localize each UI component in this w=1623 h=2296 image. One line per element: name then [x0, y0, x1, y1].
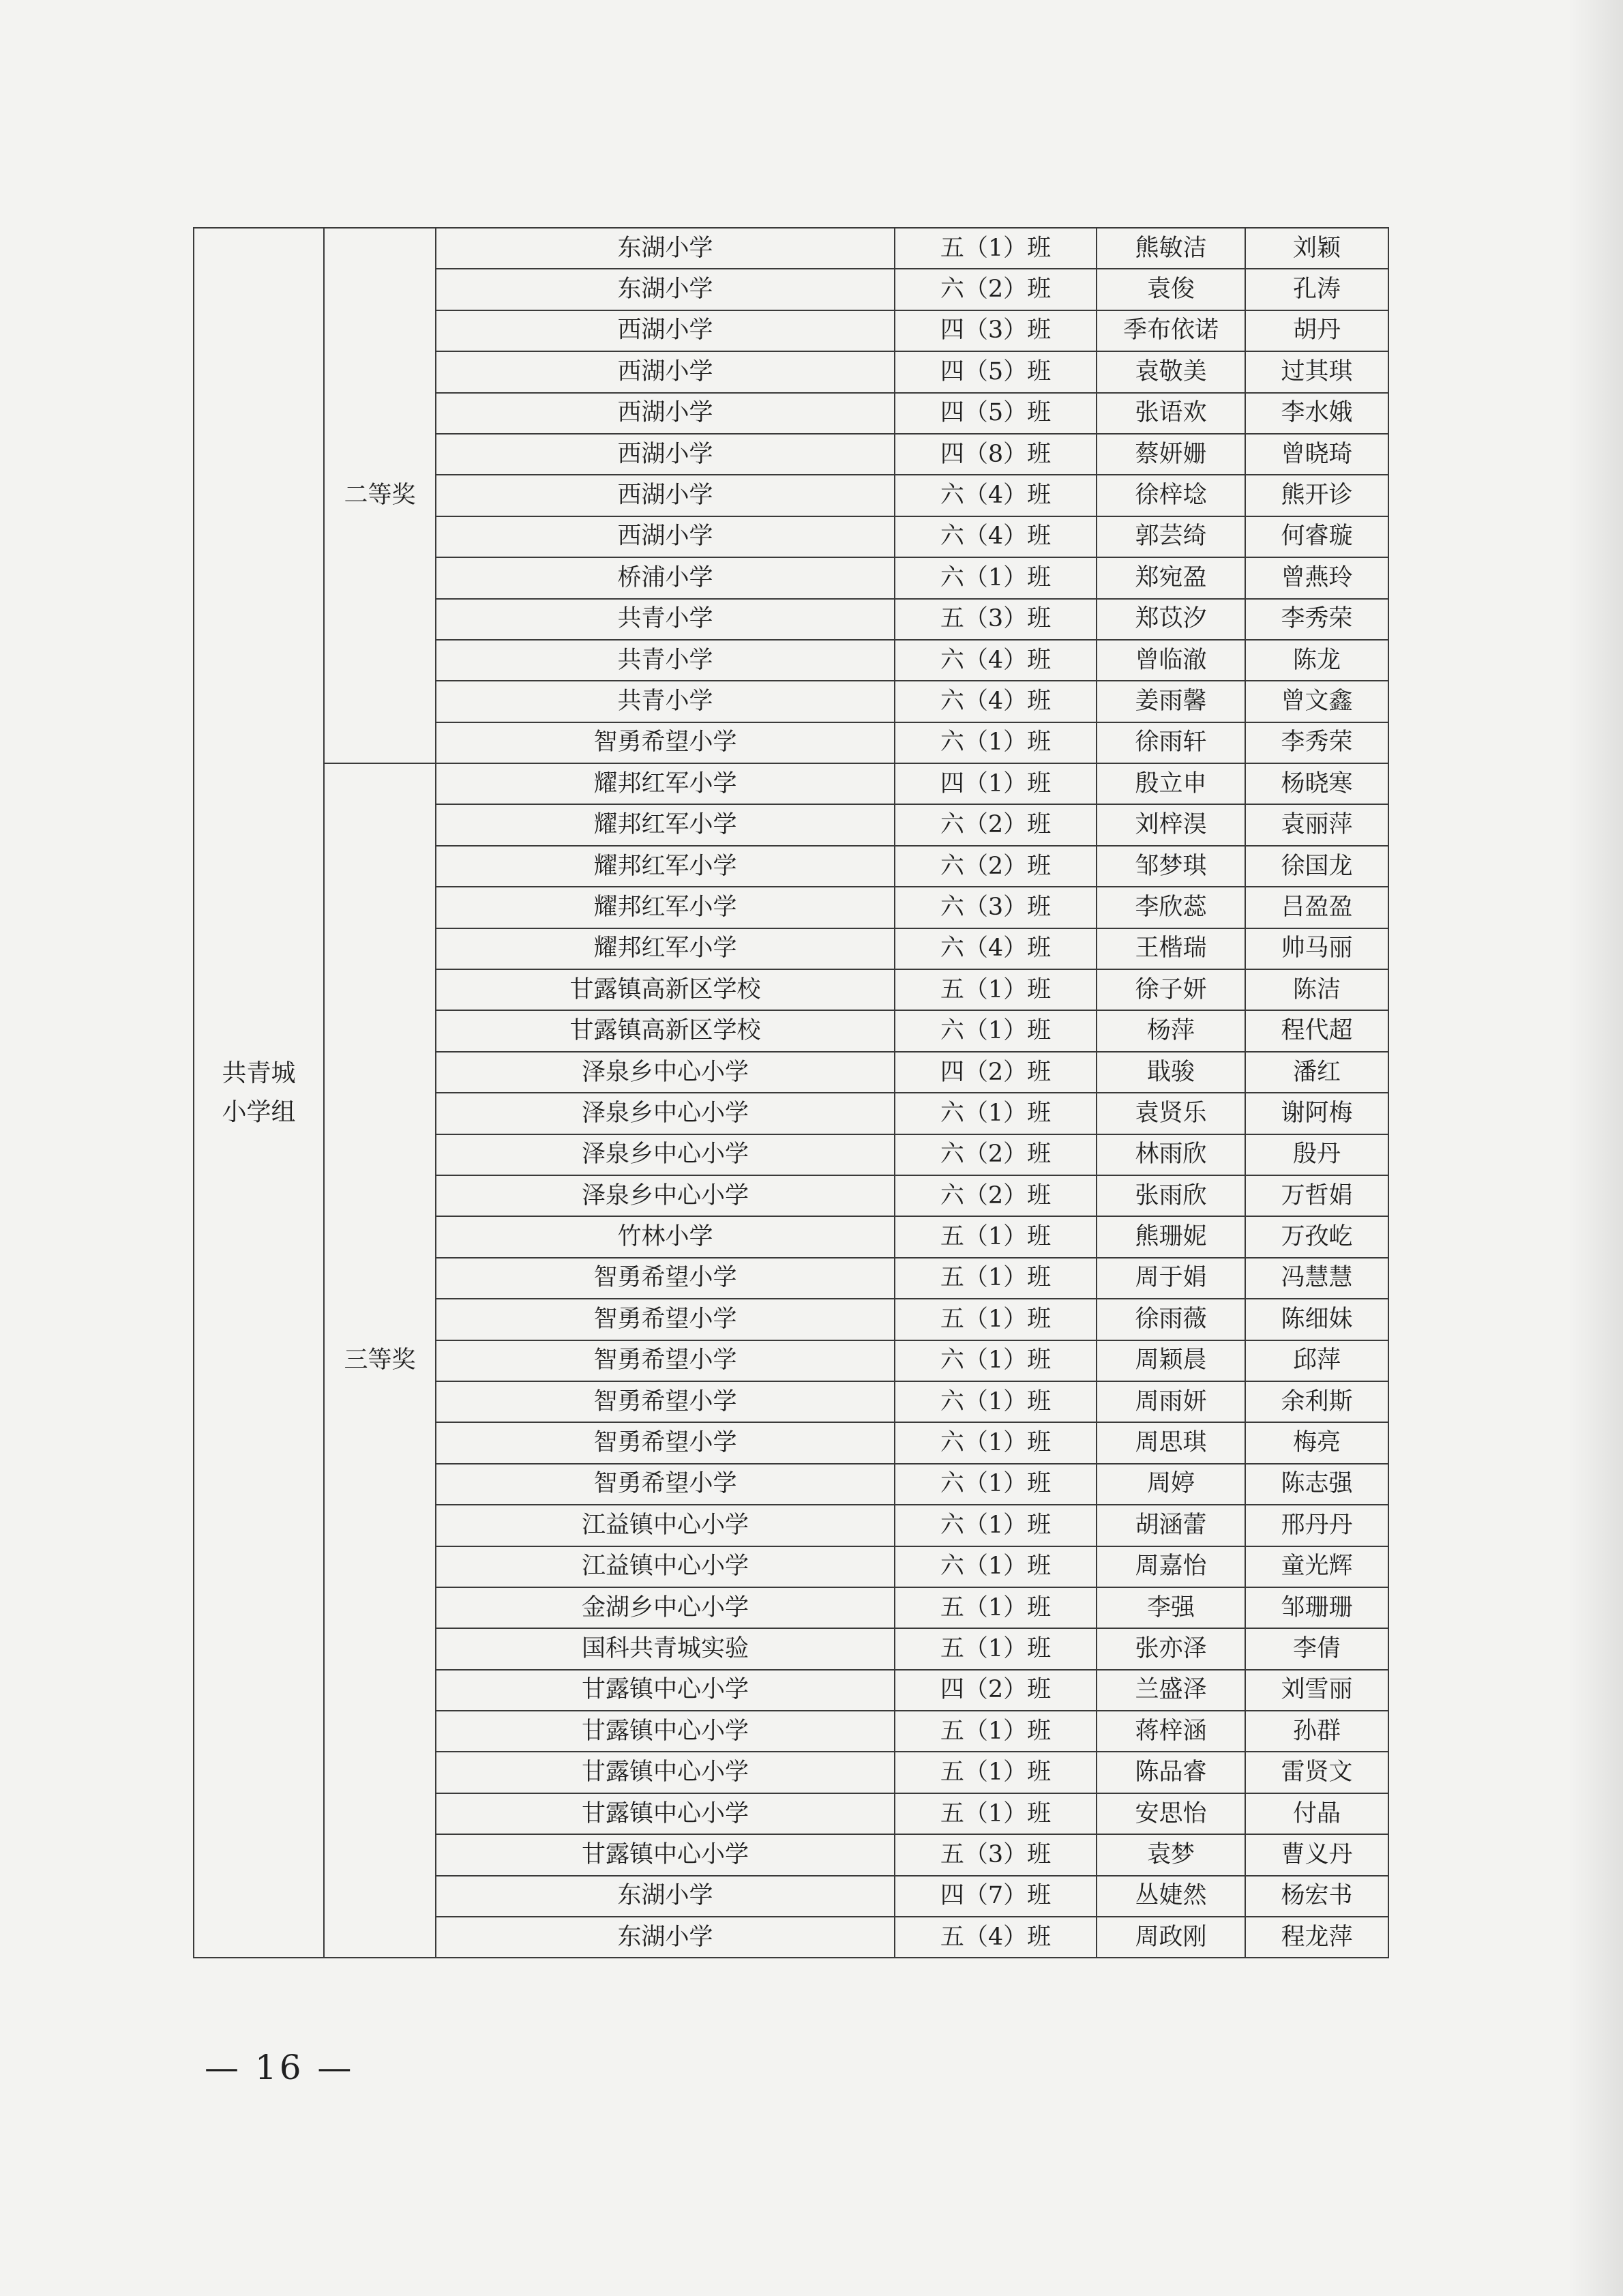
class-cell: 五（1）班	[895, 1628, 1097, 1669]
teacher-cell: 李秀荣	[1245, 599, 1388, 640]
teacher-cell: 冯慧慧	[1245, 1258, 1388, 1299]
table-row	[194, 763, 1388, 804]
school-cell: 智勇希望小学	[436, 722, 895, 763]
student-cell: 徐雨薇	[1097, 1299, 1245, 1340]
award-level-third: 三等奖	[324, 763, 436, 1958]
teacher-cell: 万哲娟	[1245, 1175, 1388, 1216]
student-cell: 蔡妍姗	[1097, 434, 1245, 475]
class-cell: 六（4）班	[895, 516, 1097, 557]
class-cell: 四（5）班	[895, 351, 1097, 392]
school-cell: 甘露镇中心小学	[436, 1711, 895, 1752]
teacher-cell: 何睿璇	[1245, 516, 1388, 557]
student-cell: 熊珊妮	[1097, 1216, 1245, 1257]
class-cell: 四（8）班	[895, 434, 1097, 475]
school-cell: 共青小学	[436, 640, 895, 681]
teacher-cell: 袁丽萍	[1245, 804, 1388, 845]
teacher-cell: 吕盈盈	[1245, 887, 1388, 928]
student-cell: 刘梓淏	[1097, 804, 1245, 845]
student-cell: 袁梦	[1097, 1834, 1245, 1875]
page-number: — 16 —	[205, 2048, 355, 2087]
class-cell: 六（4）班	[895, 681, 1097, 722]
class-cell: 六（1）班	[895, 1093, 1097, 1134]
class-cell: 五（1）班	[895, 228, 1097, 269]
class-cell: 五（1）班	[895, 1258, 1097, 1299]
teacher-cell: 陈细妹	[1245, 1299, 1388, 1340]
class-cell: 五（3）班	[895, 599, 1097, 640]
school-cell: 西湖小学	[436, 351, 895, 392]
class-cell: 六（1）班	[895, 1340, 1097, 1381]
class-cell: 六（1）班	[895, 1464, 1097, 1505]
student-cell: 殷立申	[1097, 763, 1245, 804]
student-cell: 徐梓埝	[1097, 475, 1245, 516]
school-cell: 泽泉乡中心小学	[436, 1052, 895, 1093]
class-cell: 五（1）班	[895, 1587, 1097, 1628]
class-cell: 五（3）班	[895, 1834, 1097, 1875]
class-cell: 五（1）班	[895, 969, 1097, 1010]
teacher-cell: 程龙萍	[1245, 1917, 1388, 1958]
student-cell: 李欣蕊	[1097, 887, 1245, 928]
school-cell: 西湖小学	[436, 516, 895, 557]
school-cell: 江益镇中心小学	[436, 1505, 895, 1546]
table-row	[194, 228, 1388, 269]
teacher-cell: 邹珊珊	[1245, 1587, 1388, 1628]
student-cell: 熊敏洁	[1097, 228, 1245, 269]
award-table-body	[194, 228, 1388, 1958]
page-edge-shadow	[1568, 0, 1623, 2296]
school-cell: 桥浦小学	[436, 557, 895, 598]
class-cell: 六（2）班	[895, 1134, 1097, 1175]
class-cell: 六（1）班	[895, 722, 1097, 763]
teacher-cell: 雷贤文	[1245, 1752, 1388, 1793]
class-cell: 六（1）班	[895, 1381, 1097, 1422]
class-cell: 六（2）班	[895, 269, 1097, 310]
teacher-cell: 李水娥	[1245, 393, 1388, 434]
group-cell: 共青城 小学组	[194, 228, 324, 1958]
student-cell: 周婷	[1097, 1464, 1245, 1505]
student-cell: 周颖晨	[1097, 1340, 1245, 1381]
student-cell: 安思怡	[1097, 1793, 1245, 1834]
school-cell: 江益镇中心小学	[436, 1546, 895, 1587]
student-cell: 蒋梓涵	[1097, 1711, 1245, 1752]
teacher-cell: 梅亮	[1245, 1422, 1388, 1463]
school-cell: 西湖小学	[436, 434, 895, 475]
class-cell: 五（1）班	[895, 1299, 1097, 1340]
class-cell: 五（1）班	[895, 1752, 1097, 1793]
student-cell: 郑苡汐	[1097, 599, 1245, 640]
student-cell: 袁敬美	[1097, 351, 1245, 392]
teacher-cell: 余利斯	[1245, 1381, 1388, 1422]
school-cell: 西湖小学	[436, 310, 895, 351]
teacher-cell: 孙群	[1245, 1711, 1388, 1752]
class-cell: 六（1）班	[895, 557, 1097, 598]
class-cell: 五（1）班	[895, 1711, 1097, 1752]
class-cell: 五（1）班	[895, 1216, 1097, 1257]
school-cell: 共青小学	[436, 599, 895, 640]
teacher-cell: 邢丹丹	[1245, 1505, 1388, 1546]
school-cell: 西湖小学	[436, 393, 895, 434]
teacher-cell: 童光辉	[1245, 1546, 1388, 1587]
teacher-cell: 程代超	[1245, 1010, 1388, 1051]
student-cell: 杨萍	[1097, 1010, 1245, 1051]
student-cell: 胡涵蕾	[1097, 1505, 1245, 1546]
school-cell: 甘露镇中心小学	[436, 1793, 895, 1834]
teacher-cell: 帅马丽	[1245, 928, 1388, 969]
school-cell: 耀邦红军小学	[436, 887, 895, 928]
class-cell: 六（2）班	[895, 846, 1097, 887]
class-cell: 六（2）班	[895, 804, 1097, 845]
class-cell: 四（2）班	[895, 1670, 1097, 1711]
student-cell: 周嘉怡	[1097, 1546, 1245, 1587]
student-cell: 陈品睿	[1097, 1752, 1245, 1793]
class-cell: 五（4）班	[895, 1917, 1097, 1958]
school-cell: 智勇希望小学	[436, 1464, 895, 1505]
school-cell: 竹林小学	[436, 1216, 895, 1257]
school-cell: 泽泉乡中心小学	[436, 1093, 895, 1134]
teacher-cell: 曾晓琦	[1245, 434, 1388, 475]
teacher-cell: 杨晓寒	[1245, 763, 1388, 804]
school-cell: 耀邦红军小学	[436, 804, 895, 845]
student-cell: 周思琪	[1097, 1422, 1245, 1463]
school-cell: 泽泉乡中心小学	[436, 1134, 895, 1175]
class-cell: 六（1）班	[895, 1422, 1097, 1463]
class-cell: 六（4）班	[895, 640, 1097, 681]
school-cell: 甘露镇中心小学	[436, 1752, 895, 1793]
school-cell: 西湖小学	[436, 475, 895, 516]
class-cell: 四（3）班	[895, 310, 1097, 351]
teacher-cell: 陈洁	[1245, 969, 1388, 1010]
student-cell: 姜雨馨	[1097, 681, 1245, 722]
teacher-cell: 陈龙	[1245, 640, 1388, 681]
school-cell: 智勇希望小学	[436, 1340, 895, 1381]
teacher-cell: 李倩	[1245, 1628, 1388, 1669]
class-cell: 四（2）班	[895, 1052, 1097, 1093]
student-cell: 李强	[1097, 1587, 1245, 1628]
student-cell: 张雨欣	[1097, 1175, 1245, 1216]
school-cell: 甘露镇高新区学校	[436, 969, 895, 1010]
student-cell: 张语欢	[1097, 393, 1245, 434]
class-cell: 四（1）班	[895, 763, 1097, 804]
teacher-cell: 熊开诊	[1245, 475, 1388, 516]
school-cell: 东湖小学	[436, 269, 895, 310]
teacher-cell: 谢阿梅	[1245, 1093, 1388, 1134]
school-cell: 东湖小学	[436, 1917, 895, 1958]
teacher-cell: 邱萍	[1245, 1340, 1388, 1381]
school-cell: 甘露镇高新区学校	[436, 1010, 895, 1051]
class-cell: 六（3）班	[895, 887, 1097, 928]
teacher-cell: 殷丹	[1245, 1134, 1388, 1175]
teacher-cell: 曹义丹	[1245, 1834, 1388, 1875]
student-cell: 兰盛泽	[1097, 1670, 1245, 1711]
student-cell: 徐雨轩	[1097, 722, 1245, 763]
school-cell: 泽泉乡中心小学	[436, 1175, 895, 1216]
student-cell: 林雨欣	[1097, 1134, 1245, 1175]
student-cell: 郑宛盈	[1097, 557, 1245, 598]
teacher-cell: 刘雪丽	[1245, 1670, 1388, 1711]
teacher-cell: 胡丹	[1245, 310, 1388, 351]
school-cell: 金湖乡中心小学	[436, 1587, 895, 1628]
student-cell: 周于娟	[1097, 1258, 1245, 1299]
school-cell: 东湖小学	[436, 228, 895, 269]
class-cell: 六（1）班	[895, 1505, 1097, 1546]
student-cell: 郭芸绮	[1097, 516, 1245, 557]
class-cell: 六（2）班	[895, 1175, 1097, 1216]
teacher-cell: 曾燕玲	[1245, 557, 1388, 598]
student-cell: 邹梦琪	[1097, 846, 1245, 887]
award-level-second: 二等奖	[324, 228, 436, 763]
school-cell: 耀邦红军小学	[436, 763, 895, 804]
class-cell: 四（7）班	[895, 1876, 1097, 1917]
class-cell: 四（5）班	[895, 393, 1097, 434]
teacher-cell: 万孜屹	[1245, 1216, 1388, 1257]
student-cell: 丛婕然	[1097, 1876, 1245, 1917]
student-cell: 周雨妍	[1097, 1381, 1245, 1422]
school-cell: 耀邦红军小学	[436, 928, 895, 969]
student-cell: 袁贤乐	[1097, 1093, 1245, 1134]
school-cell: 甘露镇中心小学	[436, 1834, 895, 1875]
school-cell: 智勇希望小学	[436, 1258, 895, 1299]
class-cell: 六（4）班	[895, 475, 1097, 516]
teacher-cell: 过其琪	[1245, 351, 1388, 392]
class-cell: 六（4）班	[895, 928, 1097, 969]
teacher-cell: 刘颖	[1245, 228, 1388, 269]
student-cell: 袁俊	[1097, 269, 1245, 310]
teacher-cell: 徐国龙	[1245, 846, 1388, 887]
teacher-cell: 陈志强	[1245, 1464, 1388, 1505]
school-cell: 智勇希望小学	[436, 1422, 895, 1463]
teacher-cell: 潘红	[1245, 1052, 1388, 1093]
teacher-cell: 付晶	[1245, 1793, 1388, 1834]
teacher-cell: 孔涛	[1245, 269, 1388, 310]
student-cell: 王楷瑞	[1097, 928, 1245, 969]
student-cell: 戢骏	[1097, 1052, 1245, 1093]
school-cell: 国科共青城实验	[436, 1628, 895, 1669]
teacher-cell: 杨宏书	[1245, 1876, 1388, 1917]
school-cell: 智勇希望小学	[436, 1299, 895, 1340]
student-cell: 周政刚	[1097, 1917, 1245, 1958]
class-cell: 六（1）班	[895, 1546, 1097, 1587]
student-cell: 季布依诺	[1097, 310, 1245, 351]
school-cell: 耀邦红军小学	[436, 846, 895, 887]
award-table	[193, 227, 1389, 1958]
student-cell: 曾临澈	[1097, 640, 1245, 681]
student-cell: 徐子妍	[1097, 969, 1245, 1010]
student-cell: 张亦泽	[1097, 1628, 1245, 1669]
school-cell: 智勇希望小学	[436, 1381, 895, 1422]
school-cell: 共青小学	[436, 681, 895, 722]
class-cell: 五（1）班	[895, 1793, 1097, 1834]
teacher-cell: 李秀荣	[1245, 722, 1388, 763]
class-cell: 六（1）班	[895, 1010, 1097, 1051]
school-cell: 东湖小学	[436, 1876, 895, 1917]
teacher-cell: 曾文鑫	[1245, 681, 1388, 722]
school-cell: 甘露镇中心小学	[436, 1670, 895, 1711]
